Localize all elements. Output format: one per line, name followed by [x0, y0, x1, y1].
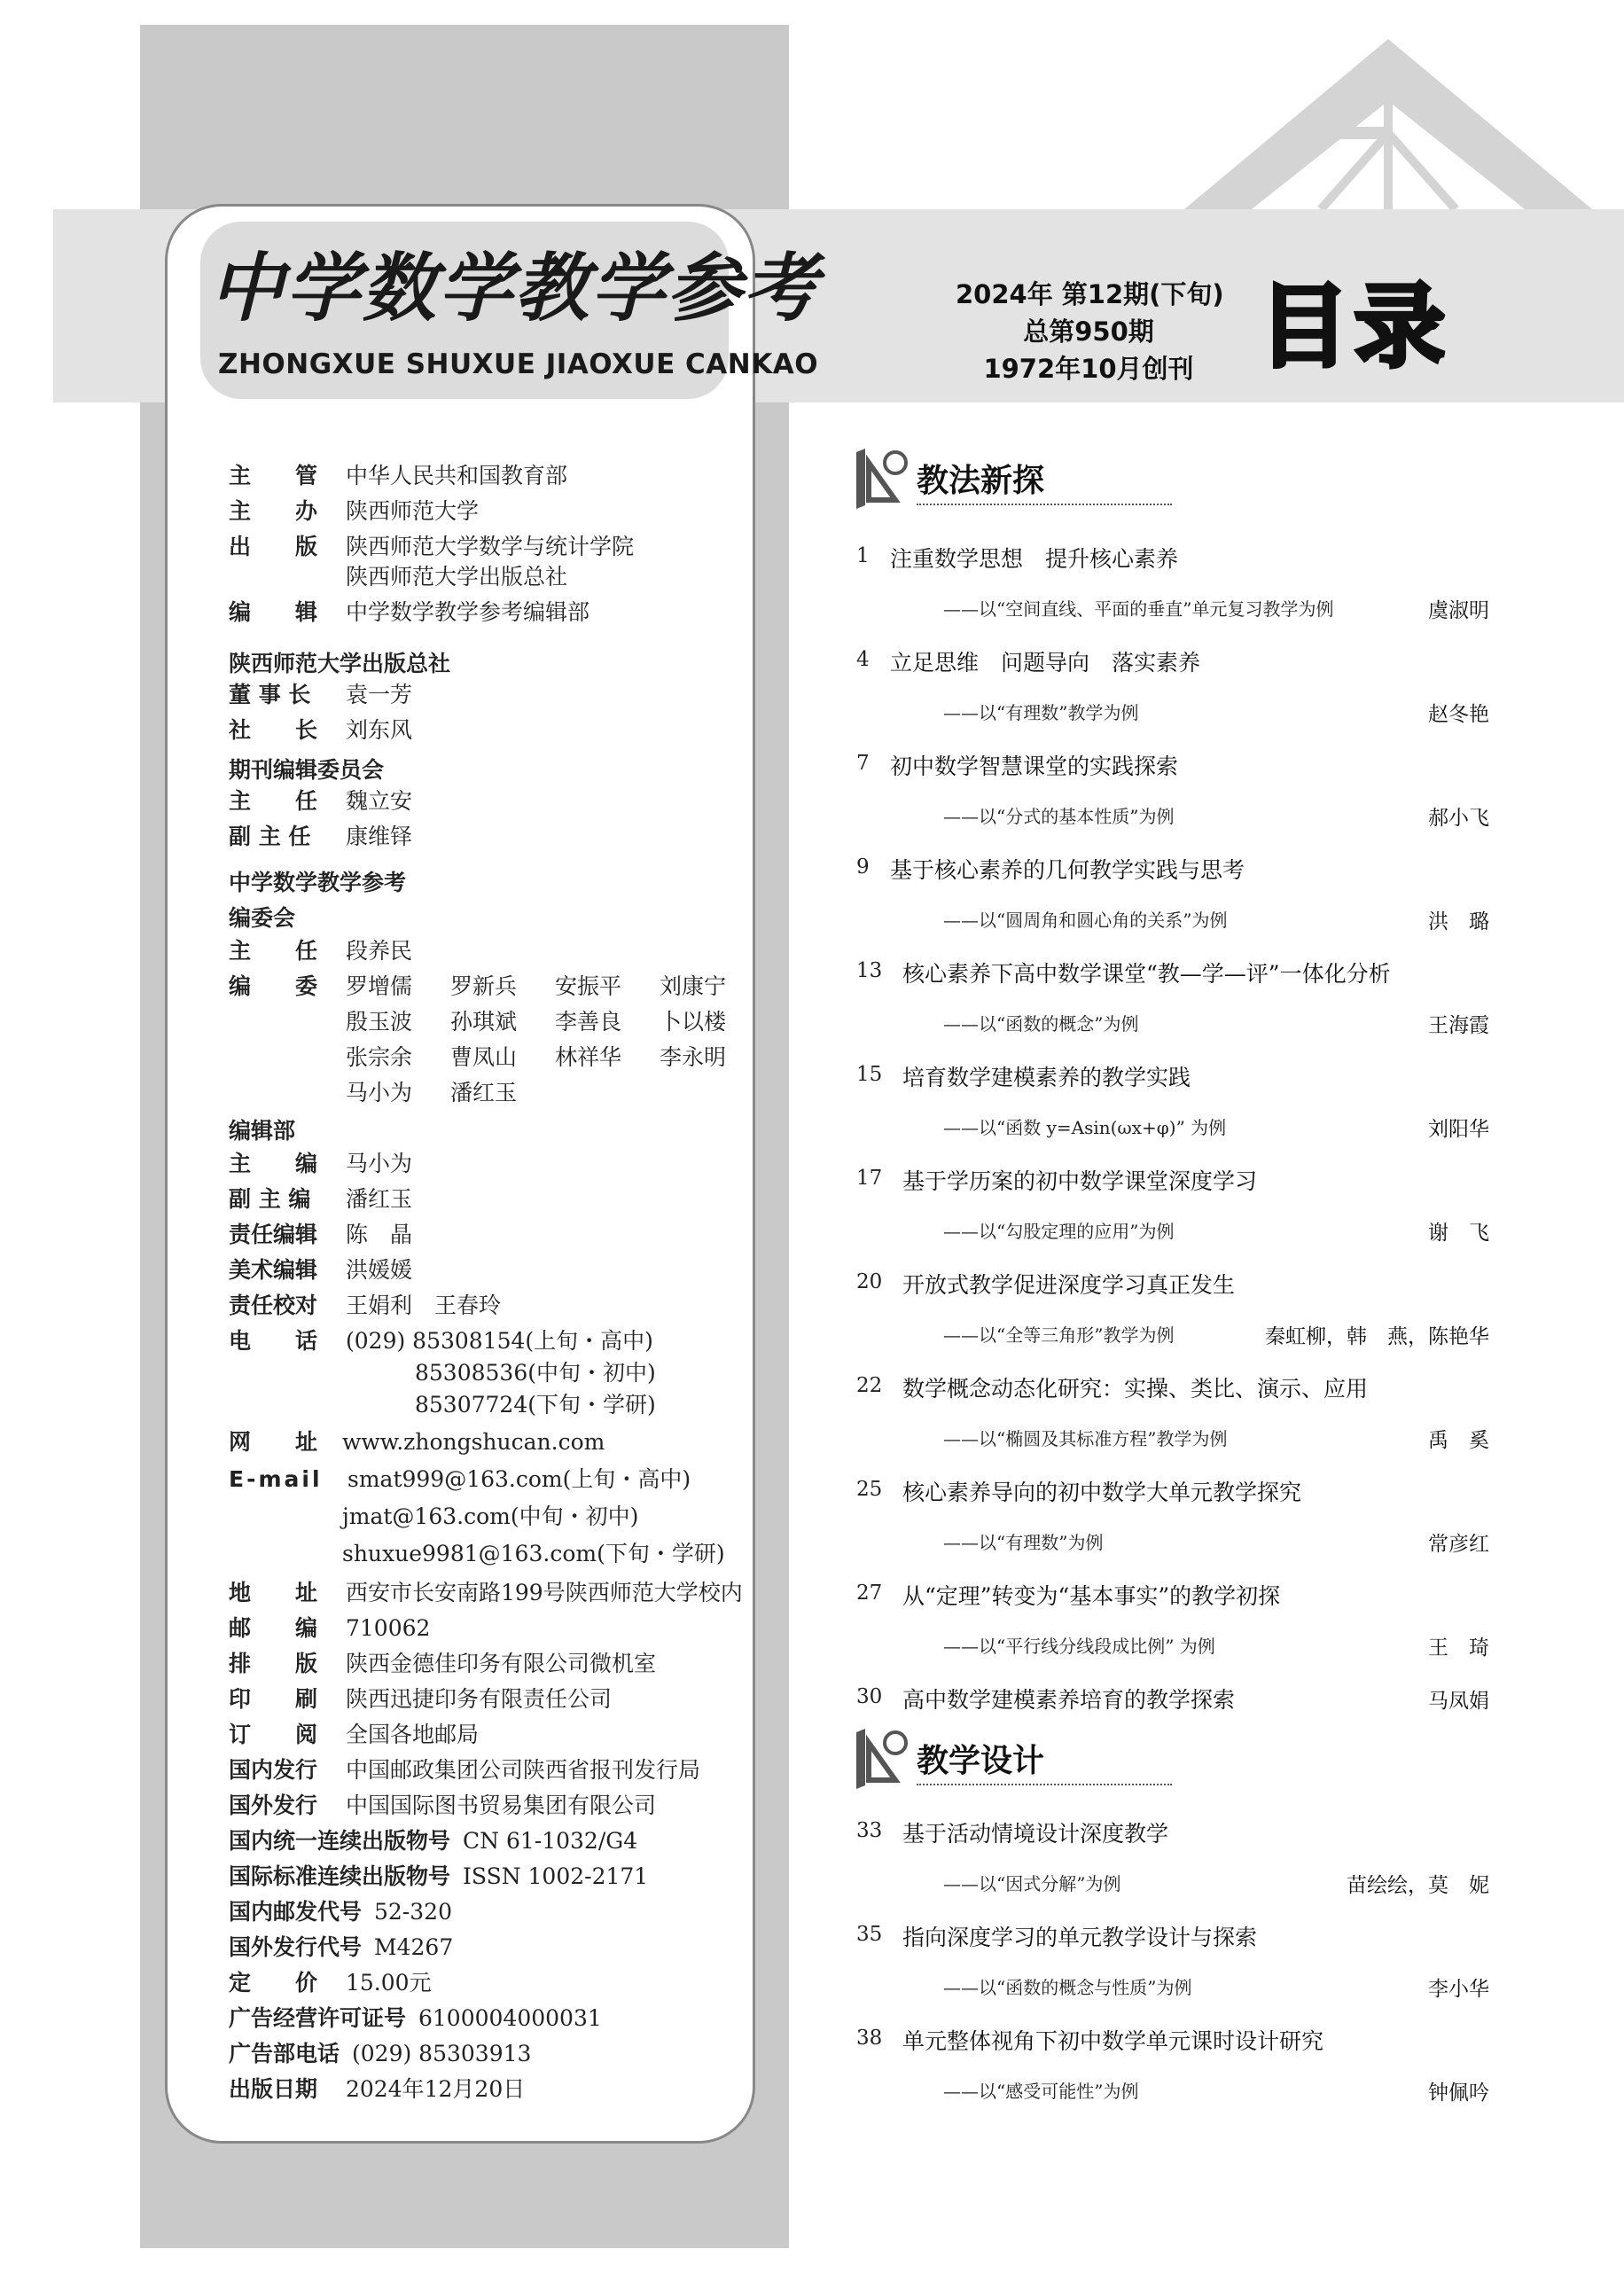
section-logo-icon: [853, 1727, 915, 1789]
toc-entry-author[interactable]: 虞淑明: [1428, 599, 1489, 622]
serial-number: 总第950期: [1023, 316, 1154, 347]
masthead-label: 主 任: [229, 788, 318, 814]
masthead-value: M4267: [374, 1934, 454, 1960]
toc-entry-title[interactable]: 基于学历案的初中数学课堂深度学习: [902, 1168, 1258, 1194]
board-member-name: 曹凤山: [450, 1044, 518, 1070]
masthead-label: 电 话: [229, 1328, 318, 1354]
masthead-value: 王娟利 王春玲: [346, 1293, 502, 1318]
board-member-name: 李永明: [660, 1044, 727, 1070]
masthead-value: 710062: [346, 1615, 431, 1641]
masthead-value: 段养民: [346, 938, 413, 964]
masthead-label: 国内邮发代号: [229, 1899, 363, 1925]
toc-entry-author[interactable]: 常彦红: [1428, 1533, 1489, 1556]
toc-entry-title[interactable]: 初中数学智慧课堂的实践探索: [890, 754, 1179, 779]
toc-entry-title[interactable]: 立足思维 问题导向 落实素养: [890, 650, 1201, 676]
masthead-label: 国际标准连续出版物号: [229, 1863, 451, 1889]
toc-entry-author[interactable]: 禹 奚: [1428, 1429, 1489, 1452]
toc-entry-page[interactable]: 30: [856, 1685, 883, 1708]
masthead-section-header: 中学数学教学参考: [229, 870, 407, 895]
toc-entry-title[interactable]: 单元整体视角下初中数学单元课时设计研究: [902, 2028, 1324, 2054]
masthead-label: 出 版: [229, 534, 318, 559]
toc-entry-subtitle[interactable]: ——以“勾股定理的应用”为例: [943, 1221, 1175, 1242]
toc-entry-subtitle[interactable]: ——以“全等三角形”教学为例: [943, 1324, 1175, 1346]
masthead-value: 陕西师范大学出版总社: [346, 564, 568, 590]
board-member-name: 张宗余: [346, 1044, 413, 1070]
toc-entry-title[interactable]: 数学概念动态化研究：实操、类比、演示、应用: [902, 1376, 1369, 1402]
masthead-value: 潘红玉: [346, 1186, 413, 1212]
masthead-value: jmat@163.com(中旬・初中): [342, 1504, 639, 1529]
masthead-value: 中国国际图书贸易集团有限公司: [346, 1793, 657, 1818]
toc-entry-author[interactable]: 郝小飞: [1428, 807, 1489, 830]
toc-entry-page[interactable]: 35: [856, 1923, 883, 1946]
toc-entry-author[interactable]: 钟佩吟: [1428, 2082, 1489, 2105]
toc-entry-title[interactable]: 核心素养下高中数学课堂“教—学—评”一体化分析: [902, 961, 1391, 987]
toc-entry-page[interactable]: 27: [856, 1582, 883, 1605]
masthead-value: 魏立安: [346, 788, 413, 814]
board-member-name: 卜以楼: [660, 1009, 727, 1035]
masthead-label: 广告部电话: [229, 2041, 340, 2066]
section-dotted-rule: [917, 1784, 1172, 1785]
masthead-value: 陕西师范大学数学与统计学院: [346, 534, 635, 559]
contents-heading: 目录: [1259, 275, 1450, 380]
masthead-value: 中华人民共和国教育部: [346, 463, 568, 488]
toc-section-title: 教学设计: [917, 1742, 1045, 1779]
masthead-label: 网 址: [229, 1429, 318, 1455]
toc-entry-author[interactable]: 刘阳华: [1428, 1118, 1489, 1141]
toc-section-header: [853, 447, 1225, 509]
masthead-label: 主 编: [229, 1151, 318, 1176]
masthead-value: 洪媛媛: [346, 1257, 413, 1283]
board-member-name: 刘康宁: [660, 973, 727, 999]
masthead-label: 美术编辑: [229, 1257, 318, 1283]
toc-entry-title[interactable]: 注重数学思想 提升核心素养: [890, 546, 1179, 572]
masthead-label: 主 管: [229, 463, 318, 488]
toc-entry-subtitle[interactable]: ——以“有理数”教学为例: [943, 702, 1139, 723]
masthead-section-header: 期刊编辑委员会: [229, 757, 385, 783]
board-member-name: 罗增儒: [346, 973, 413, 999]
toc-entry-page[interactable]: 17: [856, 1167, 883, 1190]
toc-entry-title[interactable]: 高中数学建模素养培育的教学探索: [902, 1687, 1236, 1713]
masthead-label: 国内统一连续出版物号: [229, 1828, 451, 1854]
masthead-value: 全国各地邮局: [346, 1722, 480, 1747]
masthead-value: 陈 晶: [346, 1222, 413, 1247]
toc-entry-author[interactable]: 谢 飞: [1428, 1222, 1489, 1245]
board-member-name: 马小为: [346, 1080, 413, 1105]
masthead-value: shuxue9981@163.com(下旬・学研): [342, 1541, 725, 1566]
masthead-label: 国内发行: [229, 1757, 318, 1783]
toc-entry-page[interactable]: 33: [856, 1819, 883, 1842]
masthead-value: 52-320: [374, 1899, 452, 1925]
masthead-value: 袁一芳: [346, 682, 413, 707]
masthead-value: smat999@163.com(上旬・高中): [347, 1466, 691, 1492]
roof-truss-graphic: [1152, 27, 1624, 209]
toc-entry-page[interactable]: 13: [856, 959, 883, 982]
toc-entry-author[interactable]: 马凤娟: [1428, 1690, 1489, 1713]
masthead-label: 印 刷: [229, 1686, 318, 1712]
masthead-section-header: 陕西师范大学出版总社: [229, 651, 451, 676]
toc-entry-author[interactable]: 王海霞: [1428, 1014, 1489, 1037]
toc-section-header: [853, 1727, 1225, 1789]
masthead-label: 编 辑: [229, 599, 318, 625]
toc-entry-subtitle[interactable]: ——以“函数的概念与性质”为例: [943, 1977, 1192, 1998]
toc-entry-title[interactable]: 核心素养导向的初中数学大单元教学探究: [902, 1480, 1302, 1505]
masthead-value: 刘东风: [346, 717, 413, 743]
toc-entry-page[interactable]: 38: [856, 2027, 883, 2050]
toc-entry-subtitle[interactable]: ——以“分式的基本性质”为例: [943, 806, 1175, 827]
masthead-label: 定 价: [229, 1970, 318, 1996]
toc-entry-page[interactable]: 1: [856, 544, 870, 567]
toc-entry-subtitle[interactable]: ——以“函数的概念”为例: [943, 1013, 1139, 1035]
masthead-label: 广告经营许可证号: [229, 2005, 407, 2031]
toc-entry-author[interactable]: 李小华: [1428, 1978, 1489, 2001]
board-member-name: 罗新兵: [450, 973, 518, 999]
board-member-name: 安振平: [555, 973, 622, 999]
masthead-label: 董 事 长: [229, 682, 311, 707]
board-member-name: 李善良: [555, 1009, 622, 1035]
masthead-label: 邮 编: [229, 1615, 318, 1641]
masthead-label: 编 委: [229, 973, 318, 999]
masthead-label: 订 阅: [229, 1722, 318, 1747]
masthead-label: 副 主 任: [229, 824, 311, 849]
toc-entry-title[interactable]: 从“定理”转变为“基本事实”的教学初探: [902, 1583, 1281, 1609]
masthead-label: 地 址: [229, 1580, 318, 1605]
toc-entry-subtitle[interactable]: ——以“因式分解”为例: [943, 1873, 1121, 1894]
toc-entry-page[interactable]: 25: [856, 1478, 883, 1501]
masthead-label: 责任编辑: [229, 1222, 318, 1247]
board-member-name: 潘红玉: [450, 1080, 518, 1105]
masthead-label: E-mail: [229, 1466, 323, 1492]
masthead-section-header: 编委会: [229, 905, 296, 931]
board-member-name: 林祥华: [555, 1044, 622, 1070]
masthead-label: 责任校对: [229, 1293, 318, 1318]
founded-date: 1972年10月创刊: [983, 354, 1194, 384]
masthead-value: 陕西师范大学: [346, 498, 480, 524]
masthead-value: (029) 85303913: [352, 2041, 532, 2066]
masthead-value: 15.00元: [346, 1970, 432, 1996]
toc-section-title: 教法新探: [917, 462, 1045, 499]
toc-entry-subtitle[interactable]: ——以“圆周角和圆心角的关系”为例: [943, 910, 1228, 931]
board-member-name: 孙琪斌: [450, 1009, 518, 1035]
section-dotted-rule: [917, 504, 1172, 505]
masthead-value: 6100004000031: [418, 2005, 602, 2031]
toc-entry-subtitle[interactable]: ——以“感受可能性”为例: [943, 2081, 1139, 2102]
masthead-label: 国外发行代号: [229, 1934, 363, 1960]
masthead-value: 马小为: [346, 1151, 413, 1176]
toc-entry-page[interactable]: 7: [856, 752, 870, 775]
toc-entry-title[interactable]: 开放式教学促进深度学习真正发生: [902, 1272, 1236, 1298]
masthead-label: 国外发行: [229, 1793, 318, 1818]
journal-title-calligraphy: 中学数学教学参考: [209, 244, 820, 332]
board-member-name: 殷玉波: [346, 1009, 413, 1035]
toc-entry-title[interactable]: 指向深度学习的单元教学设计与探索: [902, 1925, 1258, 1950]
masthead-value: CN 61-1032/G4: [463, 1828, 638, 1854]
masthead-value: 2024年12月20日: [346, 2076, 526, 2102]
toc-entry-author[interactable]: 洪 璐: [1428, 910, 1489, 933]
toc-entry-subtitle[interactable]: ——以“函数 y=Asin(ωx+φ)” 为例: [943, 1117, 1227, 1138]
toc-entry-title[interactable]: 培育数学建模素养的教学实践: [902, 1065, 1191, 1090]
toc-entry-title[interactable]: 基于活动情境设计深度教学: [902, 1821, 1169, 1847]
masthead-value: 85308536(中旬・初中): [415, 1360, 656, 1386]
masthead-label: 主 任: [229, 938, 318, 964]
masthead-value: ISSN 1002-2171: [463, 1863, 649, 1889]
toc-entry-subtitle[interactable]: ——以“平行线分线段成比例” 为例: [943, 1636, 1215, 1657]
masthead-label: 出版日期: [229, 2076, 318, 2102]
masthead-value: 康维铎: [346, 824, 413, 849]
toc-entry-author[interactable]: 苗绘绘，莫 妮: [1347, 1874, 1489, 1897]
toc-entry-page[interactable]: 9: [856, 855, 870, 879]
toc-entry-subtitle[interactable]: ——以“椭圆及其标准方程”教学为例: [943, 1428, 1228, 1449]
toc-entry-subtitle[interactable]: ——以“有理数”为例: [943, 1532, 1104, 1553]
masthead-value: www.zhongshucan.com: [342, 1429, 605, 1455]
masthead-section-header: 编辑部: [229, 1118, 296, 1144]
section-logo-icon: [853, 447, 915, 509]
masthead-value: 中学数学教学参考编辑部: [346, 599, 590, 625]
masthead-value: 西安市长安南路199号陕西师范大学校内: [346, 1580, 743, 1605]
toc-entry-author[interactable]: 王 琦: [1428, 1636, 1489, 1660]
journal-title-pinyin: ZHONGXUE SHUXUE JIAOXUE CANKAO: [218, 348, 819, 380]
toc-entry-page[interactable]: 22: [856, 1374, 883, 1397]
masthead-label: 副 主 编: [229, 1186, 311, 1212]
masthead-label: 主 办: [229, 498, 318, 524]
toc-entry-author[interactable]: 秦虹柳，韩 燕，陈艳华: [1265, 1325, 1489, 1348]
masthead-value: 陕西金德佳印务有限公司微机室: [346, 1651, 657, 1676]
toc-entry-page[interactable]: 4: [856, 648, 870, 671]
toc-entry-author[interactable]: 赵冬艳: [1428, 703, 1489, 726]
masthead-label: 社 长: [229, 717, 318, 743]
toc-entry-page[interactable]: 15: [856, 1063, 883, 1086]
issue-number: 2024年 第12期(下旬): [956, 279, 1224, 309]
toc-entry-subtitle[interactable]: ——以“空间直线、平面的垂直”单元复习教学为例: [943, 598, 1334, 620]
masthead-value: 中国邮政集团公司陕西省报刊发行局: [346, 1757, 701, 1783]
masthead-label: 排 版: [229, 1651, 318, 1676]
masthead-value: 陕西迅捷印务有限责任公司: [346, 1686, 613, 1712]
masthead-value: 85307724(下旬・学研): [415, 1392, 656, 1418]
toc-entry-title[interactable]: 基于核心素养的几何教学实践与思考: [890, 857, 1245, 883]
masthead-value: (029) 85308154(上旬・高中): [346, 1328, 653, 1354]
toc-entry-page[interactable]: 20: [856, 1270, 883, 1293]
